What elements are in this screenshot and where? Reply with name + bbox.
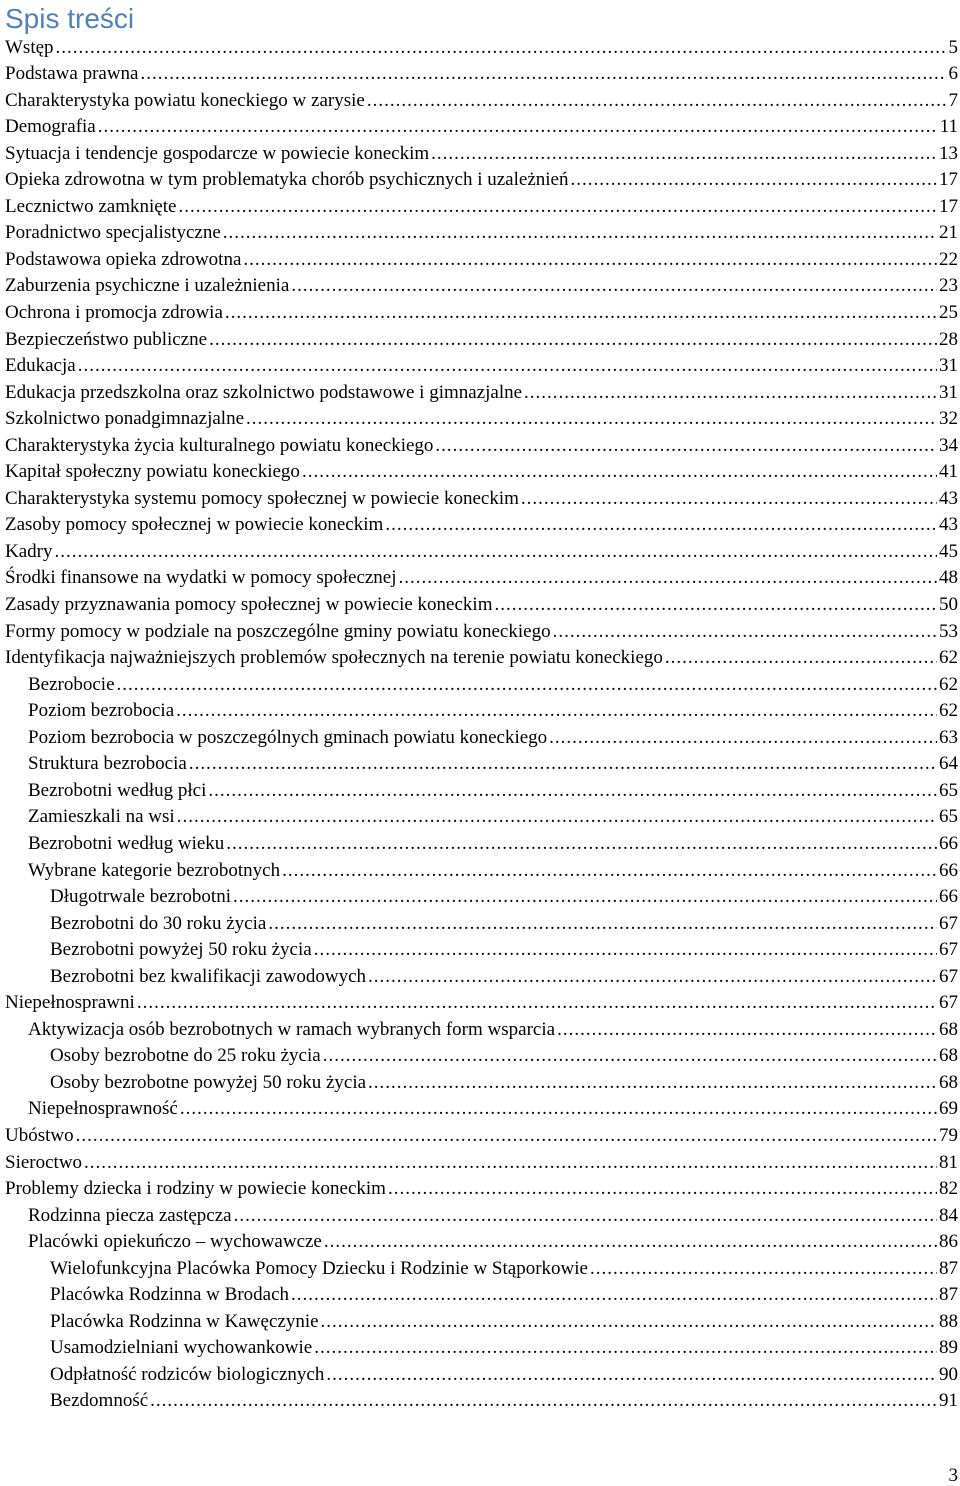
toc-entry-page: 41 <box>939 461 958 483</box>
toc-entry-label: Sytuacja i tendencje gospodarcze w powiecie koneckim <box>5 142 430 164</box>
toc-entry-label: Kapitał społeczny powiatu koneckiego <box>5 461 300 483</box>
page-number: 3 <box>948 1465 958 1486</box>
toc-entry-page: 53 <box>939 620 958 642</box>
toc-list <box>0 34 960 1414</box>
toc-entry-label: Charakterystyka systemu pomocy społecznej w powiecie koneckim <box>5 487 519 509</box>
toc-entry[interactable] <box>0 1043 960 1070</box>
toc-dot-leader <box>223 222 937 246</box>
toc-entry-page: 23 <box>939 275 958 297</box>
toc-entry-page: 66 <box>939 859 958 881</box>
toc-entry-label: Wybrane kategorie bezrobotnych <box>28 859 281 881</box>
toc-entry-label: Placówki opiekuńczo – wychowawcze <box>28 1231 322 1253</box>
toc-entry-page: 21 <box>939 222 958 244</box>
toc-entry-label: Poziom bezrobocia w poszczególnych gminach powiatu koneckiego <box>28 726 548 748</box>
toc-entry-page: 88 <box>939 1310 958 1332</box>
toc-entry-label: Charakterystyka powiatu koneckiego w zarysie <box>5 89 365 111</box>
toc-entry[interactable] <box>0 937 960 964</box>
toc-entry[interactable] <box>0 61 960 88</box>
toc-entry-page: 63 <box>939 726 958 748</box>
toc-dot-leader <box>189 753 937 777</box>
toc-entry-label: Zaburzenia psychiczne i uzależnienia <box>5 275 290 297</box>
toc-entry-label: Odpłatność rodziców biologicznych <box>50 1363 325 1385</box>
toc-dot-leader <box>180 1098 937 1122</box>
toc-entry[interactable] <box>0 167 960 194</box>
toc-entry-page: 65 <box>939 779 958 801</box>
toc-entry[interactable] <box>0 857 960 884</box>
toc-entry[interactable] <box>0 698 960 725</box>
toc-entry-page: 86 <box>939 1231 958 1253</box>
toc-dot-leader <box>78 355 937 379</box>
toc-entry-page: 17 <box>939 169 958 191</box>
toc-entry[interactable] <box>0 1229 960 1256</box>
toc-entry[interactable] <box>0 1069 960 1096</box>
toc-entry-label: Edukacja <box>5 355 76 377</box>
toc-entry[interactable] <box>0 1016 960 1043</box>
toc-entry-page: 50 <box>939 594 958 616</box>
toc-dot-leader <box>302 461 937 485</box>
toc-entry-page: 67 <box>939 965 958 987</box>
toc-entry[interactable] <box>0 538 960 565</box>
toc-entry[interactable] <box>0 432 960 459</box>
toc-entry[interactable] <box>0 114 960 141</box>
toc-entry[interactable] <box>0 910 960 937</box>
toc-dot-leader <box>431 143 937 167</box>
toc-entry-label: Podstawowa opieka zdrowotna <box>5 248 242 270</box>
toc-dot-leader <box>314 939 937 963</box>
toc-dot-leader <box>98 116 938 140</box>
toc-entry-label: Zasoby pomocy społecznej w powiecie koneckim <box>5 514 384 536</box>
toc-entry[interactable] <box>0 220 960 247</box>
toc-entry[interactable] <box>0 724 960 751</box>
toc-dot-leader <box>321 1311 937 1335</box>
toc-entry[interactable] <box>0 830 960 857</box>
toc-dot-leader <box>177 806 937 830</box>
toc-entry[interactable] <box>0 353 960 380</box>
toc-entry-page: 84 <box>939 1204 958 1226</box>
toc-entry-label: Zamieszkali na wsi <box>28 806 175 828</box>
toc-entry-page: 62 <box>939 647 958 669</box>
toc-entry-label: Aktywizacja osób bezrobotnych w ramach wybranych form wsparcia <box>28 1018 556 1040</box>
toc-entry[interactable] <box>0 990 960 1017</box>
toc-dot-leader <box>56 37 947 61</box>
toc-dot-leader <box>323 1045 937 1069</box>
toc-entry-page: 31 <box>939 355 958 377</box>
toc-dot-leader <box>54 541 937 565</box>
toc-entry-label: Demografia <box>5 116 96 138</box>
toc-entry[interactable] <box>0 1176 960 1203</box>
toc-dot-leader <box>282 860 937 884</box>
toc-dot-leader <box>557 1019 937 1043</box>
toc-entry-label: Środki finansowe na wydatki w pomocy społecznej <box>5 567 397 589</box>
toc-entry-page: 48 <box>939 567 958 589</box>
toc-entry-page: 6 <box>948 63 958 85</box>
toc-entry-label: Lecznictwo zamknięte <box>5 195 177 217</box>
toc-dot-leader <box>570 169 937 193</box>
toc-entry-page: 66 <box>939 886 958 908</box>
toc-entry-label: Bezdomność <box>50 1390 149 1412</box>
toc-entry[interactable] <box>0 87 960 114</box>
toc-entry-page: 43 <box>939 487 958 509</box>
toc-entry-label: Rodzinna piecza zastępcza <box>28 1204 232 1226</box>
toc-entry-label: Poziom bezrobocia <box>28 700 175 722</box>
toc-dot-leader <box>84 1152 937 1176</box>
toc-entry-page: 17 <box>939 195 958 217</box>
toc-dot-leader <box>234 1205 937 1229</box>
toc-dot-leader <box>176 700 937 724</box>
toc-dot-leader <box>385 514 937 538</box>
toc-dot-leader <box>549 727 937 751</box>
toc-entry-page: 81 <box>939 1151 958 1173</box>
toc-entry[interactable] <box>0 485 960 512</box>
toc-dot-leader <box>208 780 937 804</box>
toc-entry[interactable] <box>0 645 960 672</box>
toc-entry[interactable] <box>0 751 960 778</box>
toc-entry-page: 87 <box>939 1284 958 1306</box>
toc-entry[interactable] <box>0 140 960 167</box>
toc-entry[interactable] <box>0 804 960 831</box>
toc-entry[interactable] <box>0 1361 960 1388</box>
toc-entry-label: Placówka Rodzinna w Brodach <box>50 1284 290 1306</box>
toc-dot-leader <box>225 302 937 326</box>
toc-entry-label: Niepełnosprawni <box>5 992 135 1014</box>
toc-entry-label: Placówka Rodzinna w Kawęczynie <box>50 1310 319 1332</box>
toc-dot-leader <box>368 1072 937 1096</box>
toc-entry-page: 32 <box>939 408 958 430</box>
toc-entry[interactable] <box>0 193 960 220</box>
toc-dot-leader <box>399 567 937 591</box>
toc-dot-leader <box>233 886 937 910</box>
toc-entry-page: 90 <box>939 1363 958 1385</box>
toc-entry[interactable] <box>0 1255 960 1282</box>
toc-dot-leader <box>494 594 937 618</box>
toc-entry-label: Osoby bezrobotne powyżej 50 roku życia <box>50 1071 367 1093</box>
toc-entry-page: 45 <box>939 540 958 562</box>
toc-dot-leader <box>314 1337 937 1361</box>
toc-dot-leader <box>209 329 937 353</box>
toc-entry[interactable] <box>0 671 960 698</box>
toc-entry-page: 68 <box>939 1018 958 1040</box>
toc-dot-leader <box>141 63 947 87</box>
toc-entry-page: 68 <box>939 1045 958 1067</box>
toc-entry-page: 28 <box>939 328 958 350</box>
toc-entry[interactable] <box>0 1282 960 1309</box>
toc-entry-label: Problemy dziecka i rodziny w powiecie koneckim <box>5 1178 386 1200</box>
toc-entry[interactable] <box>0 1202 960 1229</box>
toc-dot-leader <box>291 275 937 299</box>
toc-entry-page: 66 <box>939 832 958 854</box>
toc-entry[interactable] <box>0 618 960 645</box>
toc-entry-page: 31 <box>939 381 958 403</box>
toc-entry-page: 89 <box>939 1337 958 1359</box>
toc-entry[interactable] <box>0 326 960 353</box>
toc-entry[interactable] <box>0 591 960 618</box>
toc-entry[interactable] <box>0 406 960 433</box>
toc-entry-page: 43 <box>939 514 958 536</box>
toc-entry[interactable] <box>0 512 960 539</box>
toc-entry-page: 64 <box>939 753 958 775</box>
toc-dot-leader <box>368 966 937 990</box>
toc-entry-page: 65 <box>939 806 958 828</box>
toc-entry-label: Bezrobotni według wieku <box>28 832 225 854</box>
toc-entry-label: Wstęp <box>5 36 54 58</box>
toc-entry[interactable] <box>0 1149 960 1176</box>
toc-entry-label: Usamodzielniani wychowankowie <box>50 1337 313 1359</box>
toc-title: Spis treści <box>5 3 135 34</box>
toc-entry[interactable] <box>0 1122 960 1149</box>
toc-entry[interactable] <box>0 1388 960 1415</box>
toc-entry[interactable] <box>0 299 960 326</box>
toc-entry-label: Charakterystyka życia kulturalnego powiatu koneckiego <box>5 434 434 456</box>
toc-dot-leader <box>524 382 937 406</box>
toc-entry[interactable] <box>0 1096 960 1123</box>
toc-entry-page: 67 <box>939 912 958 934</box>
toc-entry-label: Bezrobotni bez kwalifikacji zawodowych <box>50 965 367 987</box>
toc-entry-label: Bezrobotni według płci <box>28 779 207 801</box>
toc-dot-leader <box>268 913 937 937</box>
toc-entry-label: Niepełnosprawność <box>28 1098 178 1120</box>
toc-dot-leader <box>243 249 937 273</box>
toc-entry-page: 68 <box>939 1071 958 1093</box>
toc-entry-page: 62 <box>939 700 958 722</box>
toc-entry-label: Bezrobotni powyżej 50 roku życia <box>50 939 312 961</box>
toc-entry[interactable] <box>0 777 960 804</box>
toc-entry-label: Długotrwale bezrobotni <box>50 886 231 908</box>
toc-dot-leader <box>246 408 937 432</box>
toc-entry-page: 79 <box>939 1124 958 1146</box>
toc-dot-leader <box>553 621 937 645</box>
toc-entry-page: 11 <box>939 116 958 138</box>
toc-entry[interactable] <box>0 273 960 300</box>
toc-entry-page: 34 <box>939 434 958 456</box>
toc-entry-page: 87 <box>939 1257 958 1279</box>
toc-dot-leader <box>324 1231 937 1255</box>
toc-entry[interactable] <box>0 1335 960 1362</box>
toc-entry-label: Opieka zdrowotna w tym problematyka chorób psychicznych i uzależnień <box>5 169 569 191</box>
toc-entry-page: 7 <box>948 89 958 111</box>
toc-entry[interactable] <box>0 565 960 592</box>
toc-dot-leader <box>435 435 937 459</box>
toc-entry[interactable] <box>0 884 960 911</box>
toc-entry-label: Ochrona i promocja zdrowia <box>5 302 223 324</box>
toc-entry-label: Poradnictwo specjalistyczne <box>5 222 221 244</box>
toc-entry-label: Formy pomocy w podziale na poszczególne gminy powiatu koneckiego <box>5 620 551 642</box>
toc-dot-leader <box>521 488 937 512</box>
toc-entry-label: Bezpieczeństwo publiczne <box>5 328 208 350</box>
toc-entry[interactable] <box>0 246 960 273</box>
toc-entry-page: 67 <box>939 939 958 961</box>
toc-entry-page: 82 <box>939 1178 958 1200</box>
toc-dot-leader <box>117 674 937 698</box>
toc-entry-label: Podstawa prawna <box>5 63 139 85</box>
toc-entry-page: 13 <box>939 142 958 164</box>
toc-entry-page: 67 <box>939 992 958 1014</box>
toc-dot-leader <box>137 992 937 1016</box>
toc-entry-page: 69 <box>939 1098 958 1120</box>
toc-dot-leader <box>388 1178 937 1202</box>
toc-entry-label: Bezrobocie <box>28 673 115 695</box>
toc-entry[interactable] <box>0 34 960 61</box>
toc-entry-page: 91 <box>939 1390 958 1412</box>
toc-dot-leader <box>150 1390 937 1414</box>
toc-entry[interactable] <box>0 379 960 406</box>
toc-entry[interactable] <box>0 459 960 486</box>
toc-entry-label: Zasady przyznawania pomocy społecznej w powiecie koneckim <box>5 594 493 616</box>
toc-entry-page: 5 <box>948 36 958 58</box>
toc-entry-label: Ubóstwo <box>5 1124 74 1146</box>
toc-dot-leader <box>326 1364 937 1388</box>
toc-dot-leader <box>291 1284 937 1308</box>
toc-dot-leader <box>76 1125 937 1149</box>
toc-entry-page: 62 <box>939 673 958 695</box>
toc-entry-label: Wielofunkcyjna Placówka Pomocy Dziecku i Rodzinie w Stąporkowie <box>50 1257 588 1279</box>
toc-dot-leader <box>226 833 937 857</box>
toc-entry[interactable] <box>0 963 960 990</box>
toc-entry-label: Struktura bezrobocia <box>28 753 187 775</box>
toc-dot-leader <box>367 90 947 114</box>
toc-entry-label: Kadry <box>5 540 53 562</box>
toc-dot-leader <box>665 647 937 671</box>
toc-dot-leader <box>178 196 937 220</box>
toc-entry-label: Bezrobotni do 30 roku życia <box>50 912 267 934</box>
toc-entry[interactable] <box>0 1308 960 1335</box>
toc-entry-label: Identyfikacja najważniejszych problemów społecznych na terenie powiatu koneckiego <box>5 647 663 669</box>
toc-entry-page: 25 <box>939 302 958 324</box>
toc-entry-label: Osoby bezrobotne do 25 roku życia <box>50 1045 321 1067</box>
toc-dot-leader <box>590 1258 937 1282</box>
toc-entry-label: Szkolnictwo ponadgimnazjalne <box>5 408 245 430</box>
toc-entry-page: 22 <box>939 248 958 270</box>
toc-entry-label: Edukacja przedszkolna oraz szkolnictwo podstawowe i gimnazjalne <box>5 381 523 403</box>
toc-entry-label: Sieroctwo <box>5 1151 83 1173</box>
